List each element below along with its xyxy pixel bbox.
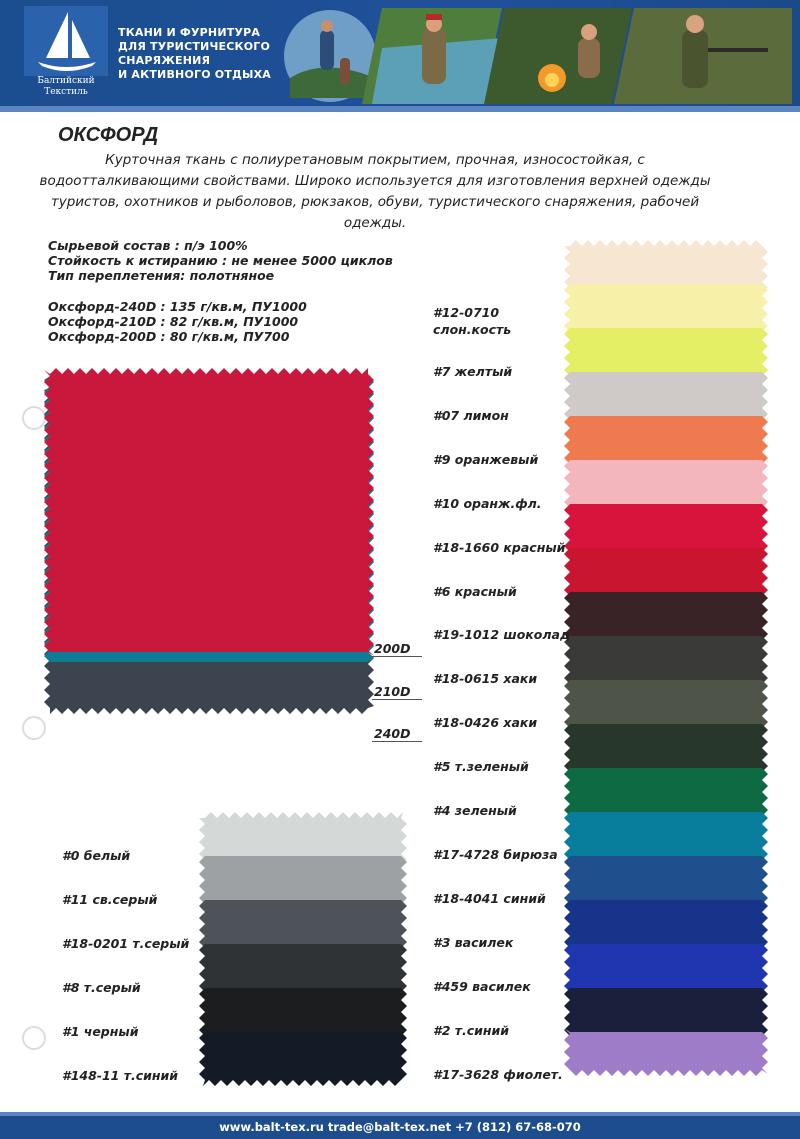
- swatch-label: #18-1660 красный: [433, 540, 566, 555]
- swatch-label: слон.кость: [433, 322, 512, 337]
- variant-line: Оксфорд-240D : 135 г/кв.м, ПУ1000: [48, 299, 307, 314]
- fabric-swatch: [564, 1028, 768, 1076]
- swatch-label: #19-1012 шоколад: [433, 627, 571, 642]
- spec-line: Стойкость к истиранию : не менее 5000 циклов: [48, 253, 393, 268]
- fabric-swatch: [564, 724, 768, 772]
- swatch-label: #6 красный: [433, 584, 517, 599]
- fabric-swatch: [564, 504, 768, 552]
- thickness-label-240d: 240D: [374, 726, 411, 741]
- product-description: Курточная ткань с полиуретановым покрытием, прочная, износостойкая, с водоотталкивающими свойствами. Широко используется для изготовления верхней одежды туристов, охотников и рыболовов, рюкзаков, обуви, туристического снаряжения, рабочей одежды.: [39, 152, 711, 231]
- fabric-swatch: [564, 680, 768, 728]
- slogan-line: ТКАНИ И ФУРНИТУРА: [118, 26, 261, 39]
- swatch-label: #7 желтый: [433, 364, 513, 379]
- fabric-swatch: [564, 460, 768, 508]
- thickness-label-210d: 210D: [374, 684, 411, 699]
- swatch-label: #10 оранж.фл.: [433, 496, 542, 511]
- thickness-underline: [372, 656, 422, 657]
- fabric-swatch: [564, 900, 768, 948]
- swatch-label: #2 т.синий: [433, 1023, 510, 1038]
- swatch-label: #18-0426 хаки: [433, 715, 538, 730]
- swatch-label: #18-0201 т.серый: [62, 936, 190, 951]
- swatch-label: #4 зеленый: [433, 803, 517, 818]
- fabric-swatch: [564, 548, 768, 596]
- footer-bar: [0, 1112, 800, 1139]
- variant-line: Оксфорд-210D : 82 г/кв.м, ПУ1000: [48, 314, 299, 329]
- swatch-label: #11 св.серый: [62, 892, 158, 907]
- spec-line: Тип переплетения: полотняное: [48, 268, 275, 283]
- page-title: ОКСФОРД: [58, 124, 159, 146]
- swatch-label: #18-0615 хаки: [433, 671, 538, 686]
- fabric-swatch: [199, 856, 407, 904]
- fabric-swatch: [564, 372, 768, 420]
- swatch-label: #8 т.серый: [62, 980, 141, 995]
- fabric-swatch: [564, 592, 768, 640]
- fabric-swatch: [564, 240, 768, 288]
- variant-line: Оксфорд-200D : 80 г/кв.м, ПУ700: [48, 329, 290, 344]
- swatch-label: #148-11 т.синий: [62, 1068, 179, 1083]
- swatch-label: #5 т.зеленый: [433, 759, 529, 774]
- spec-line: Сырьевой состав : п/э 100%: [48, 238, 248, 253]
- fabric-swatch: [564, 768, 768, 816]
- fabric-swatch: [199, 944, 407, 992]
- fabric-swatch: [199, 900, 407, 948]
- swatch-label: #9 оранжевый: [433, 452, 539, 467]
- fabric-swatch: [564, 988, 768, 1036]
- swatch-label: #3 василек: [433, 935, 514, 950]
- fabric-swatch: [564, 328, 768, 376]
- swatch-label: #1 черный: [62, 1024, 139, 1039]
- thickness-underline: [372, 699, 422, 700]
- fabric-swatch: [564, 856, 768, 904]
- fabric-swatch: [564, 416, 768, 464]
- swatch-label: #0 белый: [62, 848, 131, 863]
- fabric-swatch: [199, 812, 407, 860]
- slogan-line: ДЛЯ ТУРИСТИЧЕСКОГО: [118, 40, 271, 53]
- swatch-label: #18-4041 синий: [433, 891, 546, 906]
- thickness-label-200d: 200D: [374, 641, 411, 656]
- fabric-swatch: [564, 284, 768, 332]
- fabric-swatch: [199, 1032, 407, 1086]
- logo-line2: Текстиль: [44, 87, 88, 97]
- fabric-swatch-200d: [44, 368, 374, 656]
- thickness-underline: [372, 741, 422, 742]
- footer-stripe: [0, 1112, 800, 1116]
- fabric-swatch: [564, 812, 768, 860]
- slogan-line: И АКТИВНОГО ОТДЫХА: [118, 68, 272, 81]
- fabric-swatch: [199, 988, 407, 1036]
- fabric-swatch: [564, 944, 768, 992]
- fabric-swatch: [564, 636, 768, 684]
- swatch-label: #17-3628 фиолет.: [433, 1067, 563, 1082]
- footer-contacts[interactable]: www.balt-tex.ru trade@balt-tex.net +7 (812) 67-68-070: [219, 1120, 581, 1134]
- slogan-line: СНАРЯЖЕНИЯ: [118, 54, 211, 67]
- swatch-label: #07 лимон: [433, 408, 509, 423]
- swatch-label: #12-0710: [433, 305, 500, 320]
- swatch-label: #17-4728 бирюза: [433, 847, 558, 862]
- swatch-label: #459 василек: [433, 979, 531, 994]
- logo-line1: Балтийский: [37, 76, 95, 86]
